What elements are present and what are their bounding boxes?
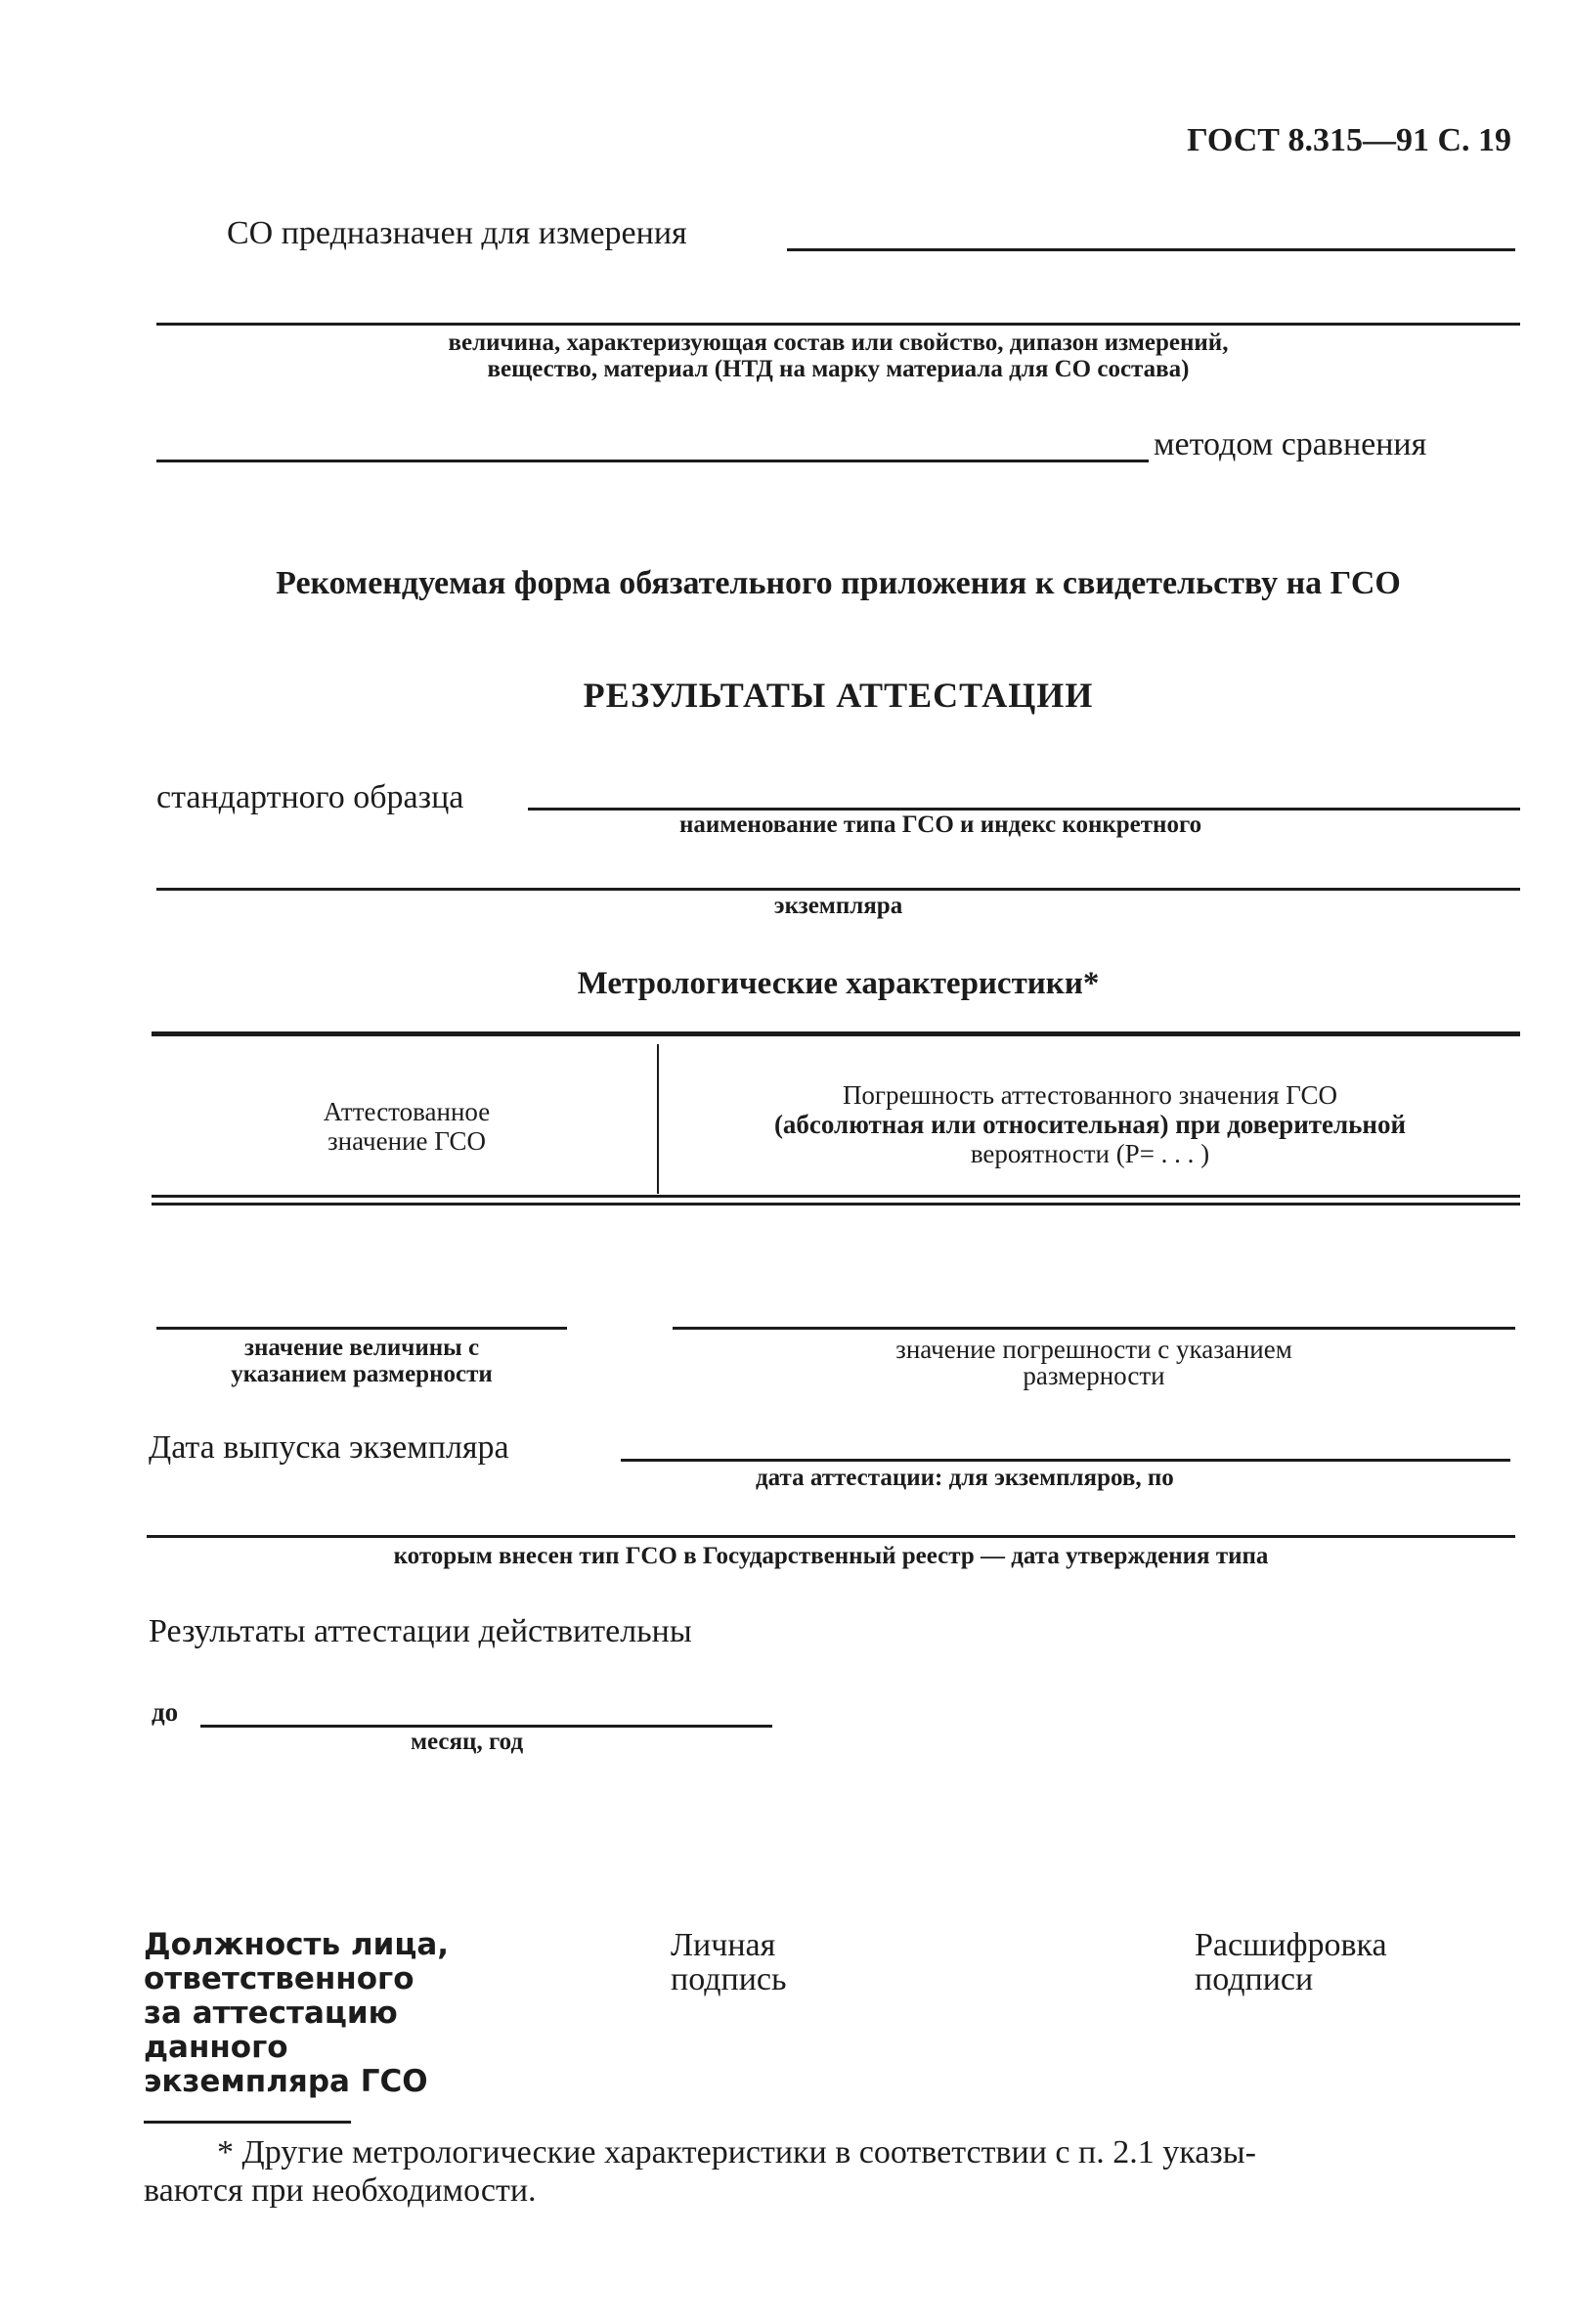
sample-second-line[interactable] [156,888,1520,891]
sample-field-line[interactable] [528,808,1520,811]
table-header-value: Аттестованное значение ГСО [323,1097,491,1156]
footnote-rule [144,2121,351,2124]
release-second-line[interactable] [147,1535,1515,1538]
purpose-field-line[interactable] [787,248,1515,251]
sample-hint: наименование типа ГСО и индекс конкретного [679,811,1202,838]
sample-hint-2: экземпляра [773,893,903,919]
value-hint-1: значение величины с [243,1335,480,1361]
signature-decoding: Расшифровка подписи [1195,1927,1387,1997]
validity-hint: месяц, год [411,1729,524,1755]
release-hint-2: которым внесен тип ГСО в Государственный реестр — дата утверждения типа [393,1543,1269,1569]
footnote-line-2: ваются при необходимости. [144,2172,537,2209]
table-column-divider [657,1044,659,1194]
purpose-hint-2: вещество, материал (НТД на марку материала для СО состава) [487,356,1190,382]
validity-field-line[interactable] [200,1725,772,1728]
signature-personal: Личная подпись [671,1927,787,1997]
signature-position: Должность лица, ответственного за аттестацию данного экземпляра ГСО [144,1927,450,2099]
table-header-error: Погрешность аттестованного значения ГСО (абсолютная или относительная) при доверительной вероятности (Р= . . . ) [773,1080,1407,1168]
page-header: ГОСТ 8.315—91 С. 19 [1187,122,1511,158]
release-hint-1: дата аттестации: для экземпляров, по [756,1465,1174,1491]
metro-title: Метрологические характеристики* [577,966,1100,1001]
release-label: Дата выпуска экземпляра [149,1429,509,1466]
table-bottom-rule-2 [152,1203,1520,1206]
error-hint-1: значение погрешности с указанием [895,1335,1292,1364]
purpose-label: СО предназначен для измерения [227,215,687,251]
error-hint-2: размерности [1023,1361,1165,1390]
footnote-line-1: * Другие метрологические характеристики в соответствии с п. 2.1 указы- [217,2134,1256,2171]
purpose-hint-1: величина, характеризующая состав или свойство, дипазон измерений, [448,329,1229,356]
value-hint-2: указанием размерности [231,1361,493,1387]
doc-title: РЕЗУЛЬТАТЫ АТТЕСТАЦИИ [583,676,1094,715]
validity-until: до [152,1697,179,1727]
release-field-line[interactable] [621,1459,1510,1462]
form-title: Рекомендуемая форма обязательного приложения к свидетельству на ГСО [276,565,1401,601]
value-field-line[interactable] [156,1327,567,1330]
method-field-line[interactable] [156,460,1149,462]
validity-label: Результаты аттестации действительны [149,1613,692,1649]
table-top-rule [152,1031,1520,1036]
method-label: методом сравнения [1154,426,1427,462]
table-bottom-rule-1 [152,1195,1520,1198]
purpose-second-line[interactable] [156,323,1520,326]
error-field-line[interactable] [673,1327,1515,1330]
sample-label: стандартного образца [156,779,464,815]
